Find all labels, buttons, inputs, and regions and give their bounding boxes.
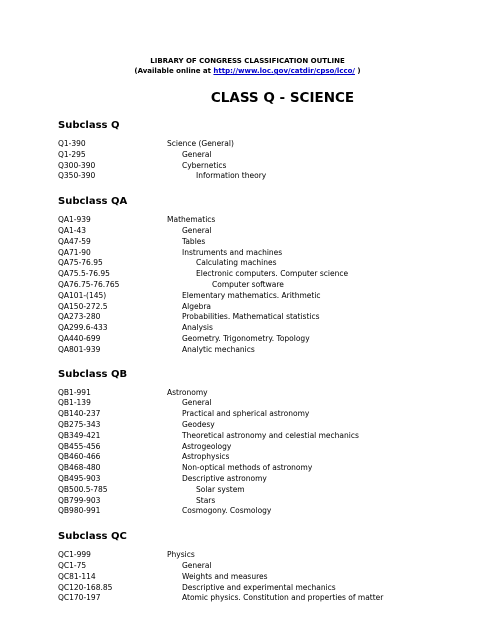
subclass-section <box>0 531 495 604</box>
entry-row <box>0 442 495 453</box>
entry-row <box>0 593 495 604</box>
subclass-section <box>0 369 495 518</box>
entry-row <box>0 150 495 161</box>
entry-code: QB460-466 <box>58 452 101 462</box>
entry-label: Science (General) <box>167 139 234 148</box>
entry-label: Cosmogony. Cosmology <box>182 506 272 516</box>
entry-row <box>0 312 495 323</box>
entry-label: Analysis <box>182 323 213 333</box>
entry-label: Practical and spherical astronomy <box>182 409 310 419</box>
entry-label: Information theory <box>196 171 267 181</box>
entry-label: Solar system <box>196 484 245 494</box>
entry-label: General <box>182 560 212 570</box>
entry-code: QB275-343 <box>58 419 101 429</box>
entry-label: Tables <box>182 236 206 246</box>
entry-code: QB140-237 <box>58 409 101 419</box>
availability-note <box>0 66 495 76</box>
entry-code: Q1-390 <box>58 139 86 148</box>
entry-code: QB1-139 <box>58 398 91 408</box>
entry-label: Computer software <box>212 279 284 289</box>
entry-row <box>0 398 495 409</box>
entry-code: QB468-480 <box>58 463 101 473</box>
subclass-heading: Subclass Q <box>58 120 120 131</box>
entry-row <box>0 496 495 507</box>
entry-list <box>0 550 495 604</box>
subclass-heading: Subclass QC <box>58 531 127 543</box>
entry-row <box>0 323 495 334</box>
entry-label: Astronomy <box>167 387 208 397</box>
entry-code: QB455-456 <box>58 441 101 451</box>
entry-label: Elementary mathematics. Arithmetic <box>182 290 321 300</box>
entry-code: QB500.5-785 <box>58 484 108 494</box>
entry-row <box>0 237 495 248</box>
entry-label: Analytic mechanics <box>182 344 255 354</box>
entry-code: QA75.5-76.95 <box>58 269 110 279</box>
entry-code: Q1-295 <box>58 149 86 159</box>
entry-code: QC170-197 <box>58 593 101 603</box>
entry-code: QA101-(145) <box>58 290 107 300</box>
entry-row <box>0 463 495 474</box>
availability-suffix: ) <box>354 67 361 75</box>
entry-label: General <box>182 398 212 408</box>
subclass-heading: Subclass QB <box>58 368 128 380</box>
entry-row <box>0 452 495 463</box>
subclass-list <box>0 120 495 604</box>
outline-title: LIBRARY OF CONGRESS CLASSIFICATION OUTLINE <box>150 57 345 65</box>
entry-code: QA1-43 <box>58 225 87 235</box>
entry-row <box>0 409 495 420</box>
entry-label: Geometry. Trigonometry. Topology <box>182 333 310 343</box>
entry-code: QA71-90 <box>58 247 91 257</box>
entry-code: QB495-903 <box>58 473 101 483</box>
entry-label: Mathematics <box>167 215 216 225</box>
entry-row <box>0 388 495 399</box>
entry-row <box>0 161 495 172</box>
entry-list <box>0 139 495 182</box>
entry-row <box>0 485 495 496</box>
entry-row <box>0 226 495 237</box>
entry-code: QB799-903 <box>58 495 101 505</box>
entry-row <box>0 474 495 485</box>
entry-label: Non-optical methods of astronomy <box>182 463 313 473</box>
entry-code: QA47-59 <box>58 236 91 246</box>
entry-code: QB980-991 <box>58 506 101 516</box>
entry-code: QA273-280 <box>58 312 101 322</box>
entry-row <box>0 269 495 280</box>
entry-label: Geodesy <box>182 419 215 429</box>
availability-prefix: (Available online at <box>134 67 214 75</box>
entry-label: Descriptive and experimental mechanics <box>182 582 336 592</box>
entry-label: Electronic computers. Computer science <box>196 269 349 279</box>
entry-list <box>0 388 495 518</box>
entry-row <box>0 561 495 572</box>
entry-row <box>0 215 495 226</box>
entry-code: QA75-76.95 <box>58 258 103 268</box>
entry-code: QC81-114 <box>58 571 96 581</box>
subclass-section <box>0 196 495 355</box>
entry-label: Descriptive astronomy <box>182 473 267 483</box>
entry-code: QC1-999 <box>58 550 91 560</box>
entry-label: General <box>182 225 212 235</box>
entry-label: Theoretical astronomy and celestial mechanics <box>182 430 359 440</box>
subclass-section <box>0 120 495 182</box>
entry-row <box>0 420 495 431</box>
entry-label: Atomic physics. Constitution and properties of matter <box>182 593 384 603</box>
page-title: CLASS Q - SCIENCE <box>210 90 355 106</box>
entry-label: General <box>182 149 212 159</box>
entry-row <box>0 291 495 302</box>
entry-row <box>0 550 495 561</box>
entry-row <box>0 572 495 583</box>
entry-row <box>0 334 495 345</box>
entry-code: QA440-699 <box>58 333 101 343</box>
entry-label: Physics <box>167 550 195 560</box>
entry-label: Stars <box>196 495 216 505</box>
outline-url-link[interactable]: http://www.loc.gov/catdir/cpso/lcco/ <box>213 67 355 75</box>
entry-row <box>0 248 495 259</box>
document-header <box>0 0 495 76</box>
entry-label: Astrophysics <box>182 452 230 462</box>
entry-label: Probabilities. Mathematical statistics <box>182 312 320 322</box>
entry-label: Astrogeology <box>182 441 232 451</box>
entry-code: QC120-168.85 <box>58 582 113 592</box>
entry-row <box>0 139 495 150</box>
entry-row <box>0 171 495 182</box>
entry-list <box>0 215 495 355</box>
entry-row <box>0 258 495 269</box>
entry-label: Instruments and machines <box>182 247 283 257</box>
entry-code: QA299.6-433 <box>58 323 108 333</box>
entry-row <box>0 302 495 313</box>
entry-row <box>0 506 495 517</box>
entry-row <box>0 583 495 594</box>
entry-code: Q300-390 <box>58 160 96 170</box>
entry-code: Q350-390 <box>58 171 96 181</box>
entry-code: QB349-421 <box>58 430 101 440</box>
entry-label: Calculating machines <box>196 258 277 268</box>
entry-row <box>0 280 495 291</box>
entry-code: QC1-75 <box>58 560 87 570</box>
entry-row <box>0 345 495 356</box>
entry-row <box>0 431 495 442</box>
entry-code: QA76.75-76.765 <box>58 279 120 289</box>
entry-label: Cybernetics <box>182 160 227 170</box>
entry-label: Weights and measures <box>182 571 268 581</box>
entry-code: QA150-272.5 <box>58 301 108 311</box>
entry-code: QB1-991 <box>58 387 91 397</box>
subclass-heading: Subclass QA <box>58 196 128 208</box>
entry-code: QA801-939 <box>58 344 101 354</box>
entry-label: Algebra <box>182 301 212 311</box>
entry-code: QA1-939 <box>58 215 91 225</box>
